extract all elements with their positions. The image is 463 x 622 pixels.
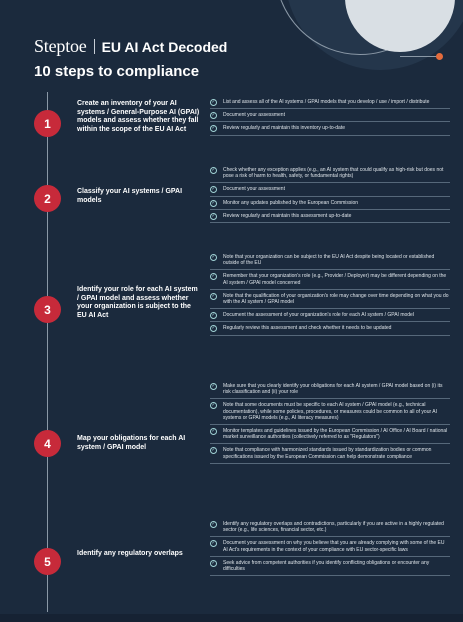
step-bullets xyxy=(210,167,450,226)
check-circle-icon xyxy=(210,254,217,261)
bullet-item: ✓ Identify any regulatory overlaps and contradictions, particularly if you are active in a highly regulated sector (e.g., life sciences, financial sector, etc.) xyxy=(210,521,450,537)
brand-logo: Steptoe xyxy=(34,36,87,56)
bullet-item: ✓ Document your assessment xyxy=(210,186,450,196)
check-circle-icon xyxy=(210,213,217,220)
step-bullets xyxy=(210,383,450,467)
bullet-item: ✓ Note that the qualification of your organization's role may change over time depending on what you do with the AI system / GPAI model xyxy=(210,293,450,309)
header xyxy=(34,36,227,80)
check-circle-icon xyxy=(210,402,217,409)
brand-separator xyxy=(94,39,95,54)
step-number-badge: 4 xyxy=(34,430,61,457)
decorative-line xyxy=(400,56,438,57)
bullet-item: ✓ Review regularly and maintain this assessment up-to-date xyxy=(210,213,450,223)
step-title: Create an inventory of your AI systems / General-Purpose AI (GPAI) models and assess whether they fall within the scope of the EU AI Act xyxy=(77,100,200,133)
check-circle-icon xyxy=(210,312,217,319)
check-circle-icon xyxy=(210,428,217,435)
check-circle-icon xyxy=(210,125,217,132)
bullet-item: ✓ Note that your organization can be subject to the EU AI Act despite being located or established outside of the EU xyxy=(210,254,450,270)
bullet-item: ✓ Review regularly and maintain this inventory up-to-date xyxy=(210,125,450,135)
step-title: Identify any regulatory overlaps xyxy=(77,550,183,557)
check-circle-icon xyxy=(210,383,217,390)
check-circle-icon xyxy=(210,167,217,174)
bullet-item: ✓ Make sure that you clearly identify your obligations for each AI system / GPAI model based on (i) its risk classification and (ii) your role xyxy=(210,383,450,399)
bullet-item: ✓ List and assess all of the AI systems / GPAI models that you develop / use / import / distribute xyxy=(210,99,450,109)
step-bullets xyxy=(210,254,450,339)
step-bullets xyxy=(210,521,450,579)
step-title: Map your obligations for each AI system / GPAI model xyxy=(77,435,186,451)
step-number-badge: 5 xyxy=(34,548,61,575)
bullet-item: ✓ Seek advice from competent authorities if you identify conflicting obligations or encounter any difficulties xyxy=(210,560,450,576)
bullet-item: ✓ Monitor templates and guidelines issued by the European Commission / AI Office / AI Board / national market surveillance authorities (collectively referred to as "Regulators") xyxy=(210,428,450,444)
check-circle-icon xyxy=(210,200,217,207)
bullet-item: ✓ Document the assessment of your organization's role for each AI system / GPAI model xyxy=(210,312,450,322)
header-title: EU AI Act Decoded xyxy=(101,38,228,55)
check-circle-icon xyxy=(210,521,217,528)
bullet-item: ✓ Document your assessment on why you believe that you are already complying with some of the EU AI Act's requirements in the context of your compliance with EU sector-specific laws xyxy=(210,540,450,556)
page-subtitle: 10 steps to compliance xyxy=(34,63,200,80)
bullet-item: ✓ Check whether any exception applies (e.g., an AI system that could qualify as high-risk but does not pose a risk of harm to health, safety, or fundamental rights) xyxy=(210,167,450,183)
bullet-item: ✓ Monitor any updates published by the European Commission xyxy=(210,200,450,210)
check-circle-icon xyxy=(210,112,217,119)
footer-band xyxy=(0,614,463,622)
check-circle-icon xyxy=(210,325,217,332)
step-number-badge: 2 xyxy=(34,185,61,212)
bullet-item: ✓ Document your assessment xyxy=(210,112,450,122)
timeline-line xyxy=(47,92,48,612)
bullet-item: ✓ Note that some documents must be specific to each AI system / GPAI model (e.g., technical documentation), while some policies, procedures, or measures could be common to all of your AI systems or GPAI models (e.g., AI literacy measures) xyxy=(210,402,450,425)
step-title: Classify your AI systems / GPAI models xyxy=(77,188,183,204)
check-circle-icon xyxy=(210,99,217,106)
check-circle-icon xyxy=(210,186,217,193)
step-bullets xyxy=(210,99,450,139)
check-circle-icon xyxy=(210,560,217,567)
brand-row xyxy=(34,36,227,57)
check-circle-icon xyxy=(210,447,217,454)
decorative-dot xyxy=(436,53,443,60)
check-circle-icon xyxy=(210,540,217,547)
check-circle-icon xyxy=(210,273,217,280)
bullet-item: ✓ Regularly review this assessment and check whether it needs to be updated xyxy=(210,325,450,335)
check-circle-icon xyxy=(210,293,217,300)
step-number-badge: 3 xyxy=(34,296,61,323)
step-title: Identify your role for each AI system / GPAI model and assess whether your organization is subject to the EU AI Act xyxy=(77,286,198,319)
bullet-item: ✓ Note that compliance with harmonized standards issued by standardization bodies or common specifications issued by the European Commission can help demonstrate compliance xyxy=(210,447,450,463)
bullet-item: ✓ Remember that your organization's role (e.g., Provider / Deployer) may be different depending on the AI system / GPAI model concerned xyxy=(210,273,450,289)
step-number-badge: 1 xyxy=(34,110,61,137)
